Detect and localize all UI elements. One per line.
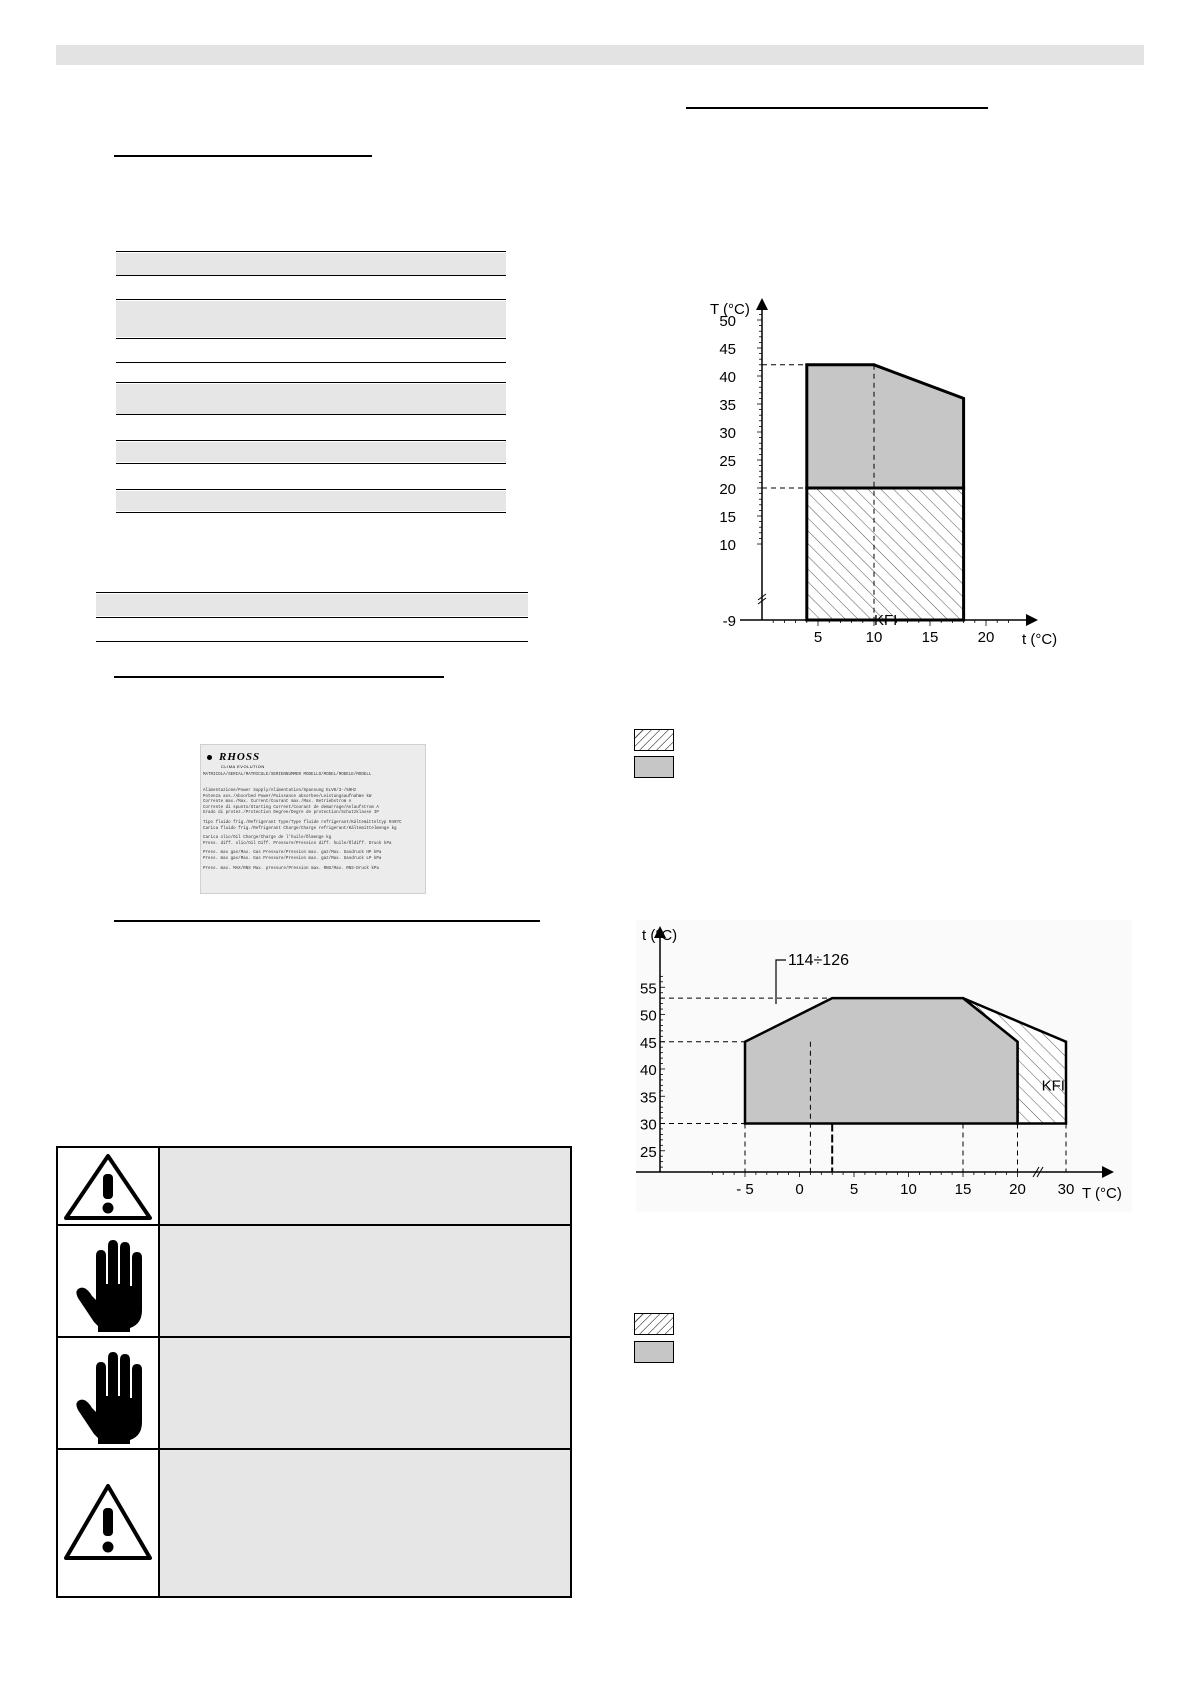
chart-x-tick-label: - 5 [736,1181,754,1198]
page-header-bar [56,45,1144,65]
chart-x-tick-label: 10 [900,1181,917,1198]
section-heading-rule [114,920,540,922]
chart-y-tick-label: -9 [722,613,736,630]
legend-gray-swatch [634,1341,674,1363]
chart-x-axis-label: t (°C) [1022,631,1058,648]
chart-y-tick-label: 50 [719,313,736,330]
chart-y-tick-label: 35 [640,1089,657,1107]
section-heading-rule [114,155,372,157]
warning-row-3 [58,1338,158,1448]
nameplate-line: Potenza ass./Absorbed Power/Puissance absorbee/Leistungsaufnahme kW [203,794,372,799]
warning-text-1 [158,1148,570,1224]
chart-y-axis-label: t (°C) [642,927,678,944]
chart-region-label: KFI [874,612,898,629]
warning-triangle-icon [58,1148,158,1224]
operating-limits-chart-1 [700,296,1070,658]
chart-region-main [745,998,1018,1123]
warning-text-3 [158,1338,570,1448]
spec-table-header-row [116,253,506,275]
chart-region-KFI [807,488,964,620]
warning-triangle-icon [58,1450,158,1596]
chart-y-tick-label: 30 [640,1116,657,1134]
warning-row-4 [58,1450,158,1596]
warning-row-1 [58,1148,158,1224]
chart-x-axis-label: T (°C) [1082,1185,1122,1202]
chart-y-tick-label: 45 [719,341,736,358]
chart-x-tick-label: 15 [954,1181,972,1198]
chart-x-tick-label: 5 [813,629,823,646]
chart-y-tick-label: 40 [719,369,736,386]
spec-table-row [116,442,506,462]
chart-x-tick-label: 0 [795,1181,804,1198]
chart-x-tick-label: 10 [865,629,883,646]
chart-y-tick-label: 10 [719,537,736,554]
legend-gray-swatch [634,756,674,778]
section-heading-rule [686,107,988,109]
chart-annotation: 114÷126 [788,952,849,969]
brand-logo: RHOSS [219,751,261,763]
chart-x-arrow [1026,614,1038,626]
chart-y-tick-label: 40 [640,1062,657,1079]
nameplate-header: MATRICOLA/SERIAL/MATRICULE/SERIENNUMMER MODELLO/MODEL/MODELE/MODELL [203,773,372,777]
nameplate-line: Corrente max./Max. Current/Courant max./Max. Betriebstrom A [203,800,352,805]
warning-text-2 [158,1226,570,1336]
warnings-table [56,1146,572,1598]
nameplate-line: Carica olio/Oil Charge/Charge de l'huile/Ölmenge kg [203,836,332,841]
chart-y-tick-label: 50 [640,1007,657,1025]
chart-y-tick-label: 25 [640,1143,657,1161]
chart-y-tick-label: 25 [719,453,736,470]
nameplate-line: Press. max. MAX/RNS Max. pressure/Pression max. RNS/Max. RNS-Druck kPa [203,866,379,871]
chart-x-tick-label: 20 [977,629,995,646]
nameplate-image [200,744,426,894]
chart-x-tick-label: 15 [921,629,939,646]
info-band-fill [96,594,528,616]
nameplate-line: Carica fluido frig./Refrigerant Charge/Charge refrigerant/Kältemittelmenge kg [203,826,397,831]
operating-limits-chart-2 [636,920,1132,1212]
nameplate-line: Press. diff. olio/Oil Diff. Pressure/Pression diff. huile/Öldiff. Druck kPa [203,841,392,846]
chart-x-tick-label: 20 [1009,1181,1026,1198]
glove-hand-icon [58,1338,158,1448]
chart-x-tick-label: 5 [849,1181,859,1198]
glove-hand-icon [58,1226,158,1336]
chart-y-tick-label: 15 [719,509,736,526]
spec-table-row [116,491,506,511]
chart-x-tick-label: 30 [1057,1181,1075,1198]
chart-y-arrow [756,298,768,310]
nameplate-line: Press. max gas/Max. Gas Pressure/Pression max. gaz/Max. Gasdruck LP kPa [203,857,382,861]
brand-subtitle: CLIMA EVOLUTION [221,764,265,769]
warning-row-2 [58,1226,158,1336]
warning-text-4 [158,1450,570,1596]
chart-y-tick-label: 35 [719,397,736,414]
nameplate-line: Press. max gas/Max. Gas Pressure/Pression max. gaz/Max. Gasdruck HP kPa [203,851,382,856]
nameplate-line: Alimentazione/Power Supply/Alimentation/Spannung ELV0/3-/50Hz [203,789,357,793]
brand-dot [207,755,212,760]
spec-table-row [116,301,506,337]
chart-x-arrow [1102,1166,1114,1178]
legend-hatched-swatch [634,1313,674,1335]
legend-hatched-swatch [634,729,674,751]
chart-region-label: KFI [1041,1077,1065,1095]
chart-annotation-leader [776,960,786,1004]
chart-y-tick-label: 55 [640,980,657,998]
chart-y-tick-label: 30 [719,425,736,442]
chart-y-tick-label: 20 [719,481,736,498]
spec-table-row [116,384,506,414]
section-heading-rule [114,676,444,678]
nameplate-line: Corrente di spunto/Starting Current/Courant de demarrage/Anlaufstrom A [203,805,379,810]
chart-region-main [807,365,964,488]
nameplate-line: Grado di protez./Protection Degree/Degre de protection/Schutzklasse IP [203,811,379,816]
chart-y-axis-label: T (°C) [710,301,750,318]
chart-y-tick-label: 45 [640,1034,657,1052]
nameplate-line: Tipo fluido frig./Refrigerant Type/Type fluide refrigerant/Kältemitteltyp R407C [203,821,402,825]
